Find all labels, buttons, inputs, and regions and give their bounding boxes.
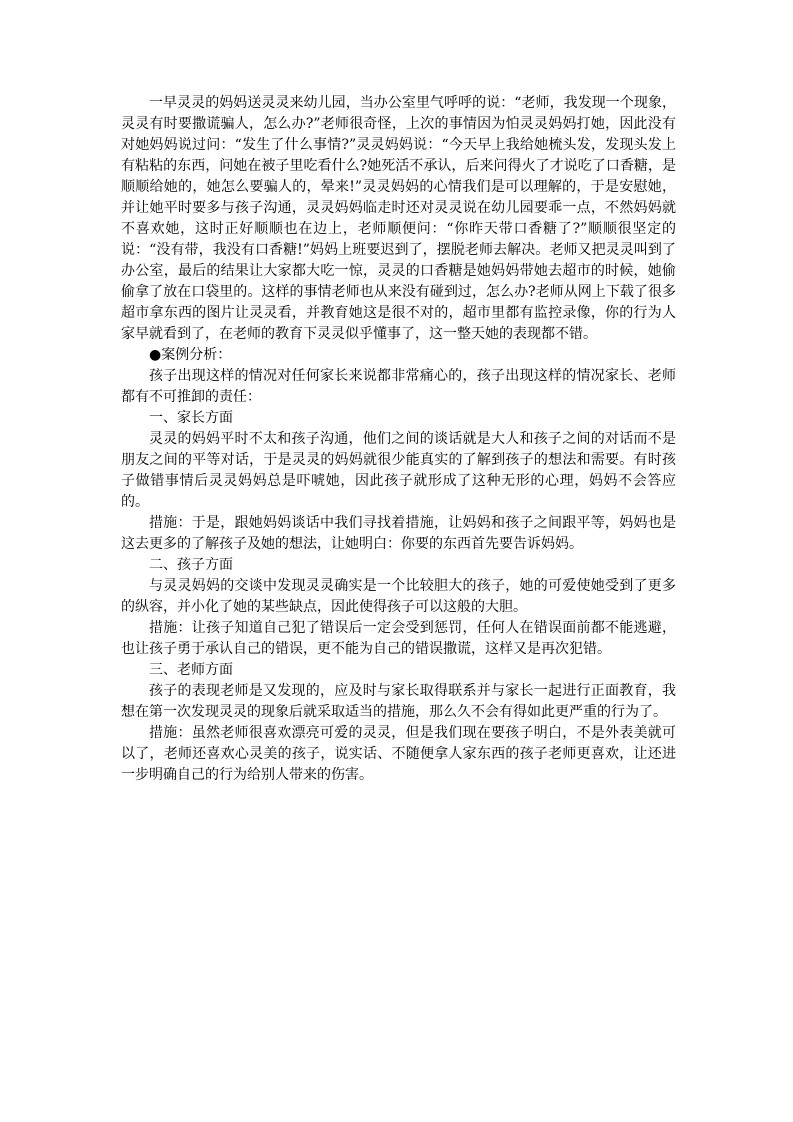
parents-paragraph: 灵灵的妈妈平时不太和孩子沟通，他们之间的谈话就是大人和孩子之间的对话而不是朋友之间的平等对话，于是灵灵的妈妈就很少能真实的了解到孩子的想法和需要。有时孩子做错事情后灵灵妈妈总是吓唬她，因此孩子就形成了这种无形的心理，妈妈不会答应的。 (121, 431, 676, 510)
teacher-measures-paragraph: 措施：虽然老师很喜欢漂亮可爱的灵灵，但是我们现在要孩子明白，不是外表美就可以了，老师还喜欢心灵美的孩子，说实话、不随便拿人家东西的孩子老师更喜欢，让还进一步明确自己的行为给别人带来的伤害。 (121, 725, 676, 783)
analysis-intro-paragraph: 孩子出现这样的情况对任何家长来说都非常痛心的，孩子出现这样的情况家长、老师都有不可推卸的责任： (121, 368, 676, 405)
section-heading-parents: 一、家长方面 (149, 410, 233, 426)
child-paragraph: 与灵灵妈妈的交谈中发现灵灵确实是一个比较胆大的孩子，她的可爱使她受到了更多的纵容，并小化了她的某些缺点，因此使得孩子可以这般的大胆。 (121, 578, 676, 615)
child-measures-paragraph: 措施：让孩子知道自己犯了错误后一定会受到惩罚，任何人在错误面前都不能逃避，也让孩子勇于承认自己的错误，更不能为自己的错误撒谎，这样又是再次犯错。 (121, 620, 676, 657)
story-paragraph: 一早灵灵的妈妈送灵灵来幼儿园，当办公室里气呼呼的说：“老师，我发现一个现象，灵灵有时要撒谎骗人，怎么办?”老师很奇怪，上次的事情因为怕灵灵妈妈打她，因此没有对她妈妈说过问：“发生了什么事情?”灵灵妈妈说：“今天早上我给她梳头发，发现头发上有粘粘的东西，问她在被子里吃看什么?她死活不承认，后来问得火了才说吃了口香糖，是顺顺给她的，她怎么要骗人的，晕来!”灵灵妈妈的心情我们是可以理解的，于是安慰她，并让她平时要多与孩子沟通，灵灵妈妈临走时还对灵灵说在幼儿园要乖一点，不然妈妈就不喜欢她，这时正好顺顺也在边上，老师顺便问：“你昨天带口香糖了?”顺顺很坚定的说：“没有带，我没有口香糖!”妈妈上班要迟到了，摆脱老师去解决。老师又把灵灵叫到了办公室，最后的结果让大家都大吃一惊，灵灵的口香糖是她妈妈带她去超市的时候，她偷偷拿了放在口袋里的。这样的事情老师也从来没有碰到过，怎么办?老师从网上下载了很多超市拿东西的图片让灵灵看，并教育她这是很不对的，超市里都有监控录像，你的行为人家早就看到了，在老师的教育下灵灵似乎懂事了，这一整天她的表现都不错。 (121, 95, 676, 342)
parents-measures-paragraph: 措施：于是，跟她妈妈谈话中我们寻找着措施，让妈妈和孩子之间跟平等，妈妈也是这去更多的了解孩子及她的想法，让她明白：你要的东西首先要告诉妈妈。 (121, 515, 676, 552)
document-body (121, 93, 676, 786)
section-heading-child: 二、孩子方面 (149, 557, 233, 573)
case-analysis-heading: ●案例分析： (149, 347, 232, 363)
teacher-paragraph: 孩子的表现老师是又发现的，应及时与家长取得联系并与家长一起进行正面教育，我想在第一次发现灵灵的现象后就采取适当的措施，那么久不会有得如此更严重的行为了。 (121, 683, 676, 720)
section-heading-teacher: 三、老师方面 (149, 662, 233, 678)
